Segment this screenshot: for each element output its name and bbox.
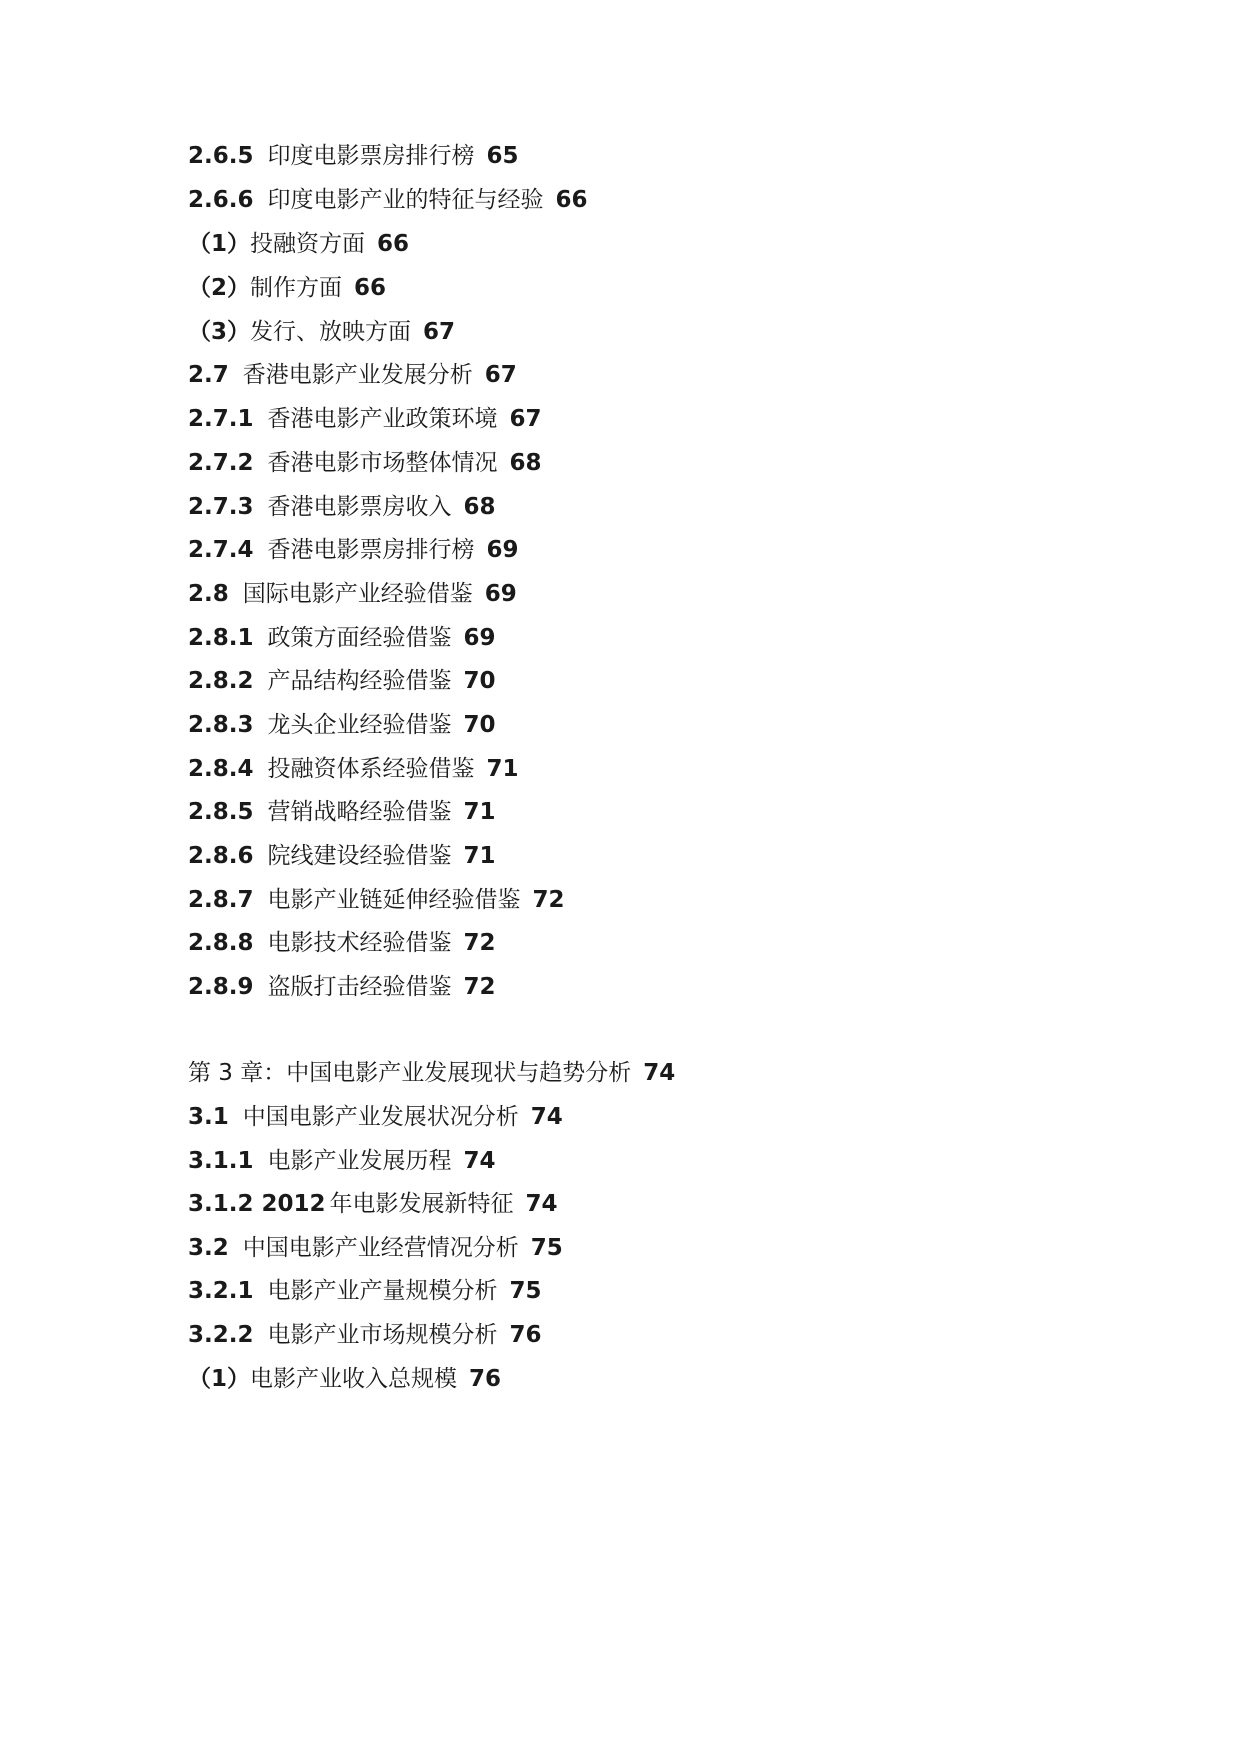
toc-chapter-heading: [188, 1058, 675, 1088]
toc-entry: [188, 185, 588, 215]
toc-entry-page: 70: [463, 712, 496, 738]
toc-entry-number: 3.1: [188, 1104, 229, 1130]
toc-entry-number: 2.7.3: [188, 494, 254, 520]
toc-entry-title: 电影技术经验借鉴: [267, 930, 452, 956]
toc-entry-title: 产品结构经验借鉴: [267, 668, 452, 694]
toc-entry: [188, 492, 496, 522]
toc-entry-number: （1）: [188, 1366, 251, 1392]
toc-entry: [188, 1233, 563, 1263]
toc-entry-page: 67: [423, 319, 456, 345]
toc-entry-page: 70: [463, 668, 496, 694]
toc-entry-page: 68: [509, 450, 542, 476]
toc-entry-number: 2.7: [188, 362, 229, 388]
toc-entry: [188, 841, 496, 871]
toc-entry-number: 2.8.3: [188, 712, 254, 738]
toc-entry-number: （1）: [188, 231, 251, 257]
toc-entry-number: 2.7.2: [188, 450, 254, 476]
toc-entry-number: 2.8.4: [188, 756, 254, 782]
toc-entry-number: 3.1.1: [188, 1148, 254, 1174]
toc-entry-page: 66: [555, 187, 588, 213]
toc-entry: [188, 1276, 542, 1306]
toc-entry-title: 中国电影产业发展现状与趋势分析: [286, 1060, 632, 1086]
toc-entry-page: 71: [486, 756, 519, 782]
toc-entry-number: 2.8.1: [188, 625, 254, 651]
toc-entry-page: 75: [509, 1278, 542, 1304]
toc-entry: [188, 666, 496, 696]
toc-entry-page: 74: [530, 1104, 563, 1130]
toc-entry-title: 印度电影票房排行榜: [267, 143, 475, 169]
toc-entry: [188, 972, 496, 1002]
toc-entry-number: 2.8.8: [188, 930, 254, 956]
toc-entry-title: 制作方面: [250, 275, 343, 301]
toc-entry: [188, 448, 542, 478]
toc-entry-page: 76: [469, 1366, 502, 1392]
toc-entry-title: 投融资体系经验借鉴: [267, 756, 475, 782]
toc-entry-title: 营销战略经验借鉴: [267, 799, 452, 825]
toc-entry: [188, 317, 455, 347]
toc-entry-page: 74: [643, 1060, 676, 1086]
toc-entry-number: （2）: [188, 275, 251, 301]
toc-entry: [188, 535, 519, 565]
toc-entry-title: 电影产业发展历程: [267, 1148, 452, 1174]
toc-entry-number: 3.2.1: [188, 1278, 254, 1304]
toc-entry: [188, 141, 519, 171]
toc-entry-title: 政策方面经验借鉴: [267, 625, 452, 651]
toc-entry-title: 香港电影票房收入: [267, 494, 452, 520]
toc-entry: [188, 885, 565, 915]
toc-entry-number: 2.8.2: [188, 668, 254, 694]
toc-entry: [188, 360, 517, 390]
toc-entry-page: 65: [486, 143, 519, 169]
toc-entry-title: 发行、放映方面: [250, 319, 412, 345]
toc-entry-page: 66: [377, 231, 410, 257]
toc-entry: [188, 404, 542, 434]
toc-entry-title: 中国电影产业经营情况分析: [242, 1235, 519, 1261]
toc-entry-number: 2.8.9: [188, 974, 254, 1000]
toc-entry-page: 71: [463, 843, 496, 869]
toc-entry-number: 2.6.5: [188, 143, 254, 169]
toc-entry-number: 2.6.6: [188, 187, 254, 213]
toc-entry-number: 第 3 章：: [188, 1060, 287, 1086]
toc-entry-number: 3.1.2 2012: [188, 1191, 326, 1217]
toc-entry-title: 中国电影产业发展状况分析: [242, 1104, 519, 1130]
toc-entry-number: （3）: [188, 319, 251, 345]
toc-entry-title: 电影产业产量规模分析: [267, 1278, 498, 1304]
toc-entry: [188, 273, 386, 303]
toc-entry-title: 国际电影产业经验借鉴: [242, 581, 473, 607]
toc-entry-title: 投融资方面: [250, 231, 366, 257]
toc-entry: [188, 797, 496, 827]
toc-entry-page: 76: [509, 1322, 542, 1348]
toc-entry-page: 74: [525, 1191, 558, 1217]
toc-entry-number: 3.2.2: [188, 1322, 254, 1348]
toc-entry: [188, 1189, 558, 1219]
toc-entry-page: 66: [354, 275, 387, 301]
toc-entry: [188, 1320, 542, 1350]
toc-entry-title: 电影产业市场规模分析: [267, 1322, 498, 1348]
toc-entry: [188, 754, 519, 784]
toc-entry-title: 香港电影市场整体情况: [267, 450, 498, 476]
toc-entry: [188, 1146, 496, 1176]
toc-entry-page: 74: [463, 1148, 496, 1174]
toc-entry-page: 69: [486, 537, 519, 563]
toc-entry: [188, 1364, 501, 1394]
toc-entry: [188, 623, 496, 653]
toc-entry-page: 69: [484, 581, 517, 607]
toc-entry-number: 2.7.4: [188, 537, 254, 563]
toc-entry-number: 2.7.1: [188, 406, 254, 432]
toc-entry-title: 电影产业收入总规模: [250, 1366, 458, 1392]
toc-entry-number: 2.8.7: [188, 887, 254, 913]
toc-entry-title: 印度电影产业的特征与经验: [267, 187, 544, 213]
toc-entry-page: 72: [463, 974, 496, 1000]
toc-entry-title: 年电影发展新特征: [329, 1191, 514, 1217]
toc-entry-page: 68: [463, 494, 496, 520]
toc-entry-page: 72: [463, 930, 496, 956]
toc-entry-page: 75: [530, 1235, 563, 1261]
toc-entry-page: 67: [484, 362, 517, 388]
toc-entry: [188, 710, 496, 740]
toc-entry-title: 香港电影产业发展分析: [242, 362, 473, 388]
toc-entry-title: 香港电影产业政策环境: [267, 406, 498, 432]
toc-entry-number: 2.8.6: [188, 843, 254, 869]
toc-entry-title: 电影产业链延伸经验借鉴: [267, 887, 521, 913]
toc-entry-number: 3.2: [188, 1235, 229, 1261]
toc-entry-title: 龙头企业经验借鉴: [267, 712, 452, 738]
toc-entry: [188, 579, 517, 609]
toc-entry-number: 2.8.5: [188, 799, 254, 825]
toc-entry-title: 院线建设经验借鉴: [267, 843, 452, 869]
toc-entry-page: 71: [463, 799, 496, 825]
toc-entry: [188, 928, 496, 958]
toc-entry-title: 香港电影票房排行榜: [267, 537, 475, 563]
toc-entry: [188, 229, 409, 259]
toc-entry: [188, 1102, 563, 1132]
toc-entry-page: 72: [532, 887, 565, 913]
toc-entry-page: 67: [509, 406, 542, 432]
toc-entry-title: 盗版打击经验借鉴: [267, 974, 452, 1000]
toc-entry-number: 2.8: [188, 581, 229, 607]
toc-entry-page: 69: [463, 625, 496, 651]
